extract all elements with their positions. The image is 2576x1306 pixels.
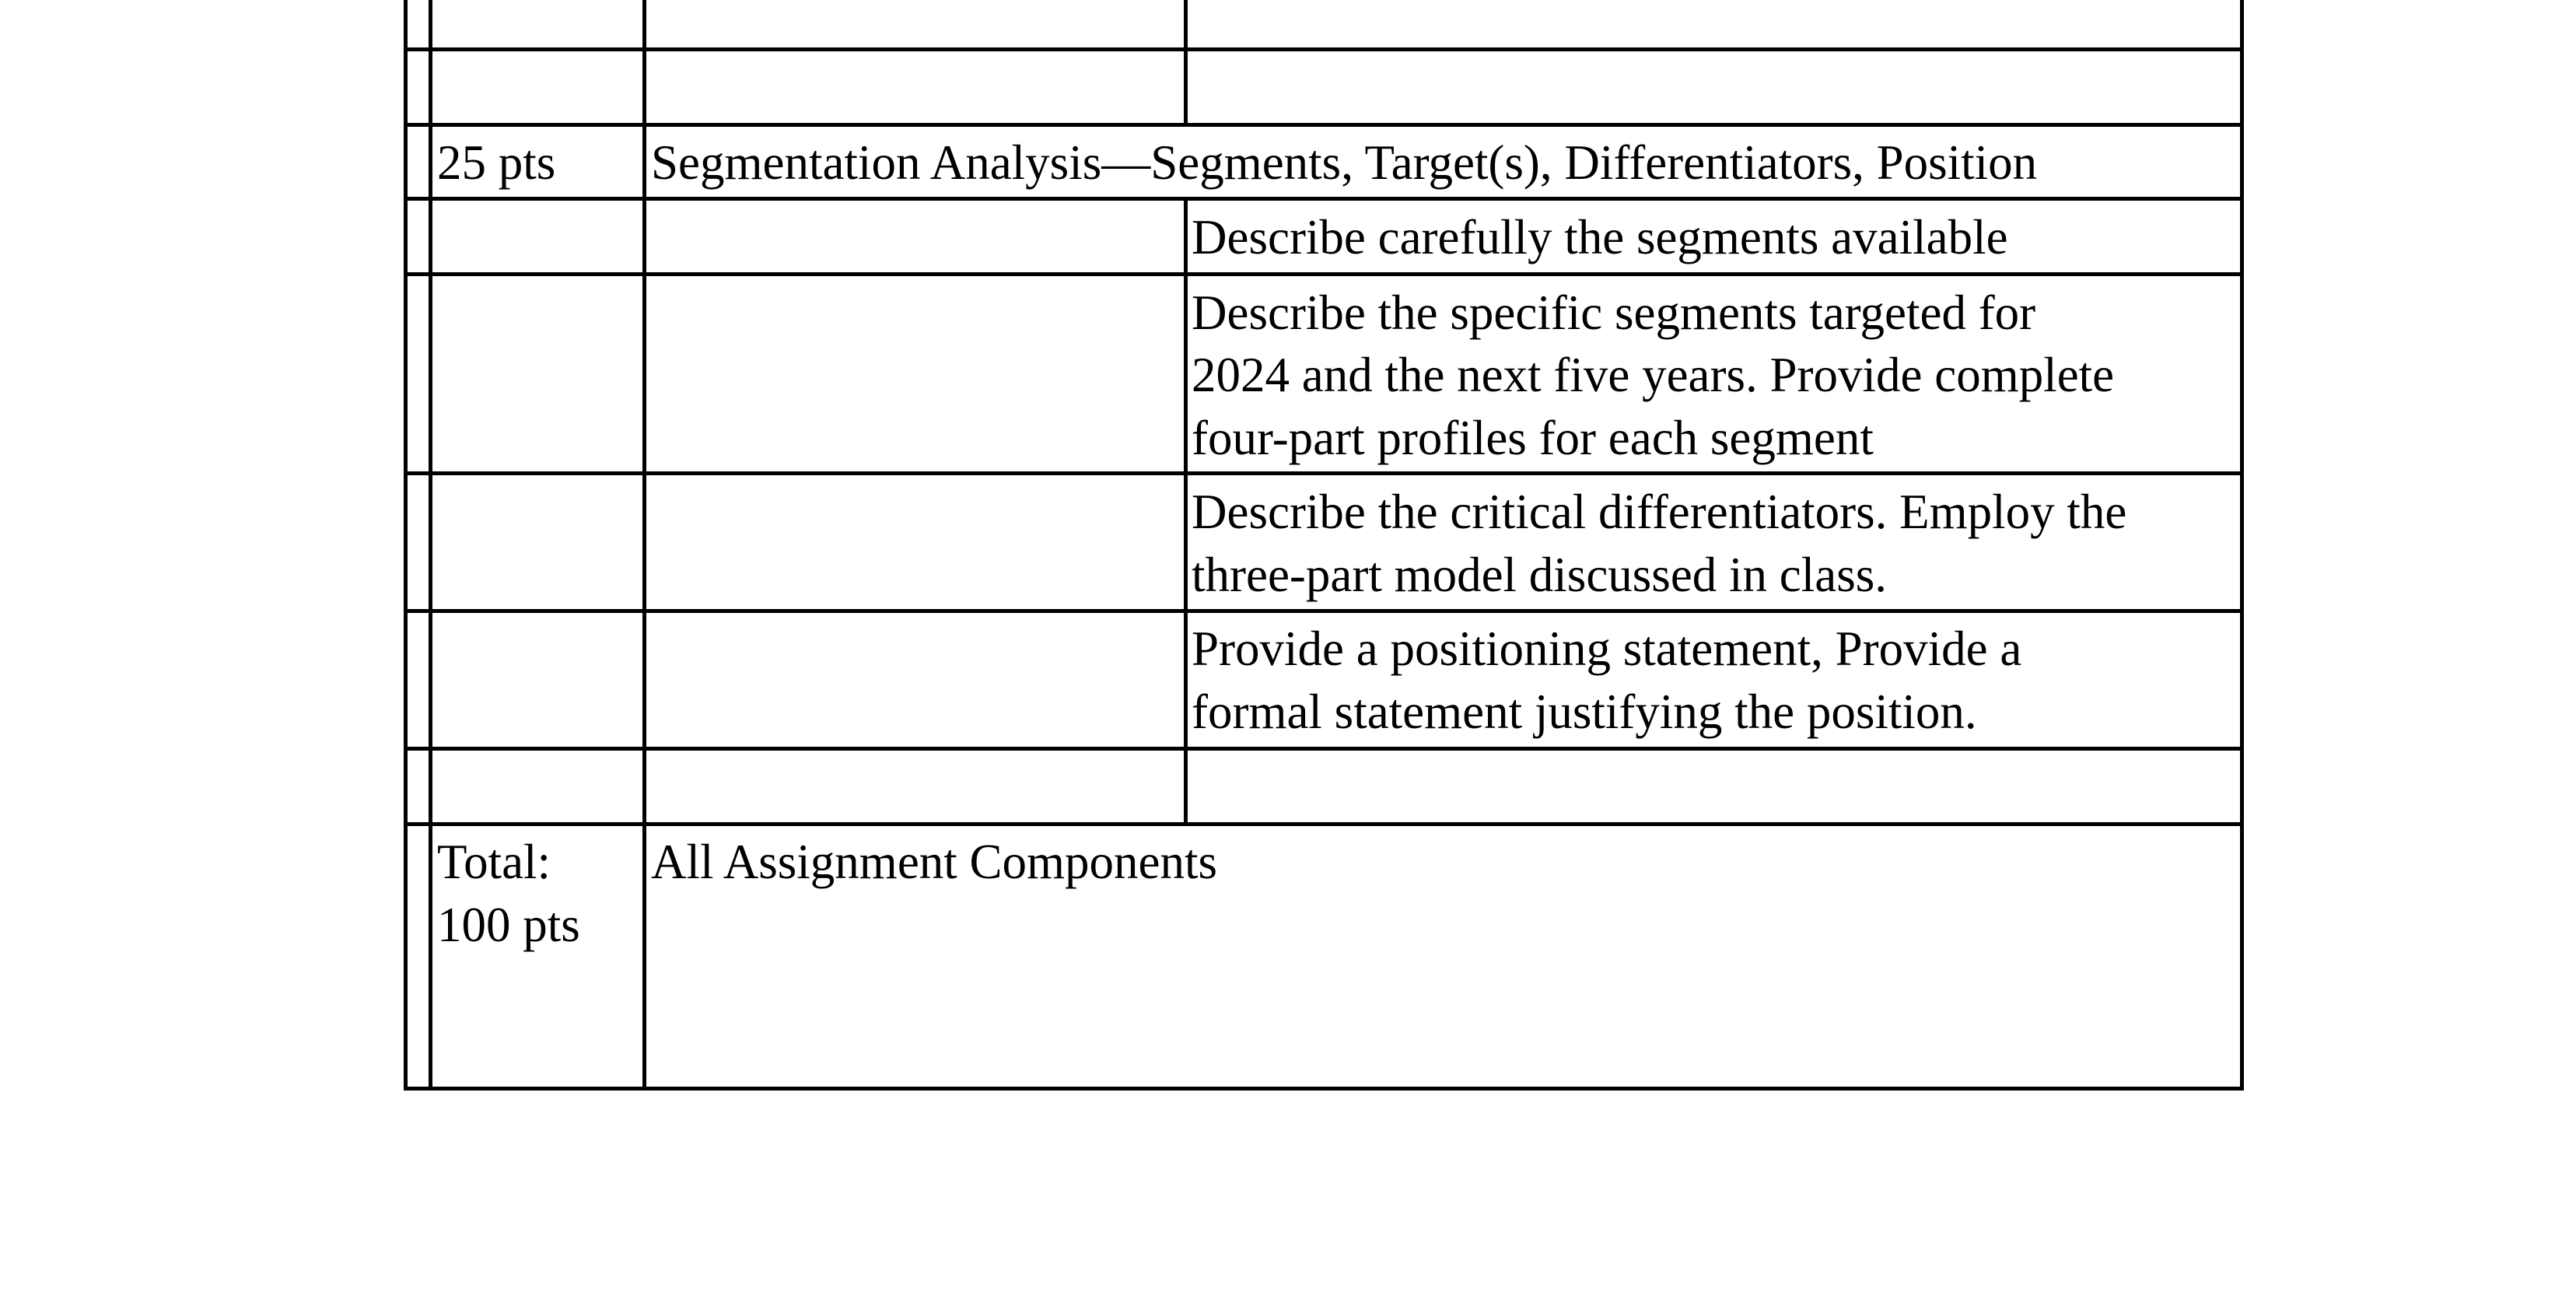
criterion-targeted-segments-line3: four-part profiles for each segment [1192,411,1874,465]
row-rule-1 [404,47,2244,51]
criterion-segments-available: Describe carefully the segments available [1192,210,2008,264]
row-rule-3 [404,197,2244,201]
total-points-label: Total: [437,835,551,889]
total-points-value: 100 pts [437,898,580,952]
segmentation-title: Segmentation Analysis—Segments, Target(s), Differentiators, Position [651,135,2038,190]
column-divider-criteria-top [1184,0,1188,127]
segmentation-points: 25 pts [437,135,556,190]
row-rule-4 [404,272,2244,276]
table-left-inner-border [429,0,432,1091]
criterion-positioning-line2: formal statement justifying the position. [1192,685,1977,739]
column-divider-points [642,0,646,1091]
row-rule-2 [404,123,2244,127]
table-right-border [2240,0,2244,1091]
table-left-outer-border [404,0,408,1091]
total-description: All Assignment Components [651,835,1218,889]
criterion-targeted-segments-line1: Describe the specific segments targeted for [1192,285,2036,340]
row-rule-8 [404,822,2244,826]
row-rule-7 [404,747,2244,751]
row-rule-6 [404,609,2244,613]
row-rule-5 [404,471,2244,475]
criterion-differentiators-line1: Describe the critical differentiators. Employ the [1192,485,2127,539]
criterion-positioning-line1: Provide a positioning statement, Provide a [1192,621,2022,676]
column-divider-criteria-middle [1184,198,1188,825]
criterion-targeted-segments-line2: 2024 and the next five years. Provide complete [1192,348,2115,402]
table-bottom-border [404,1087,2244,1091]
criterion-differentiators-line2: three-part model discussed in class. [1192,548,1887,602]
